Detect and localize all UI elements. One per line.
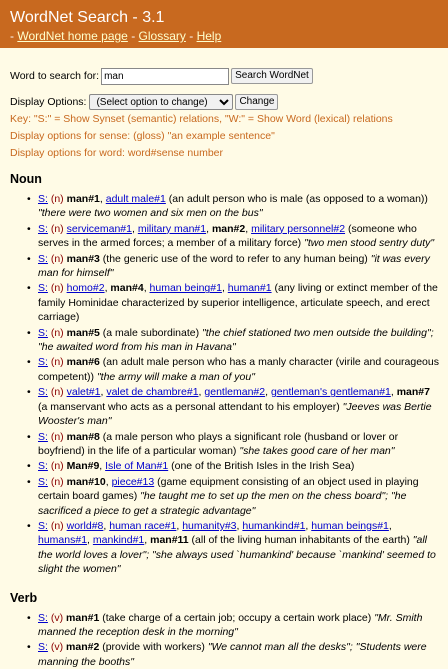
word-link[interactable]: human#1 [227,282,272,295]
list-item: • S: (v) man#1 (take charge of a certain job; occupy a certain work place) "Mr. Smith manned the reception desk in the morning" [38,611,448,640]
word-link[interactable]: piece#13 [111,475,155,488]
word-link[interactable]: military man#1 [137,222,207,235]
list-item: • S: (n) man#5 (a male subordinate) "the chief stationed two men outside the building"; "he awaited word from his man in Havana" [38,326,448,355]
list-item: • S: (n) man#3 (the generic use of the word to refer to any human being) "it was every man for himself" [38,252,448,281]
key-legend: Key: "S:" = Show Synset (semantic) relations, "W:" = Show Word (lexical) relations [10,113,393,125]
noun-sense-list [0,192,448,577]
synset-link[interactable]: S: [38,460,48,473]
header-links: - WordNet home page - Glossary - Help [10,29,222,43]
verb-heading: Verb [10,590,38,605]
word-link[interactable]: human race#1 [109,519,177,532]
list-item: • S: (n) valet#1, valet de chambre#1, gentleman#2, gentleman's gentleman#1, man#7 (a manservant who acts as a personal attendant to his employer) "Jeeves was Bertie Wooster's man" [38,385,448,428]
list-item: • S: (v) man#2 (provide with workers) "We cannot man all the desks"; "Students were manning the booths" [38,640,448,669]
word-link[interactable]: world#8 [66,519,104,532]
synset-link[interactable]: S: [38,641,48,654]
synset-link[interactable]: S: [38,475,48,488]
list-item: • S: (n) Man#9, Isle of Man#1 (one of the British Isles in the Irish Sea) [38,459,448,473]
help-link[interactable]: Help [196,29,222,43]
search-label: Word to search for: [10,70,100,82]
change-button[interactable]: Change [235,94,278,110]
synset-link[interactable]: S: [38,222,48,235]
synset-link[interactable]: S: [38,356,48,369]
synset-link[interactable]: S: [38,326,48,339]
display-options-label: Display Options: [10,96,87,108]
sense-display-options: Display options for sense: (gloss) "an example sentence" [10,130,275,142]
list-item: • S: (n) man#10, piece#13 (game equipment consisting of an object used in playing certain board games) "he taught me to set up the men on the chess board"; "he sacrificed a piece to get a strategic advantage" [38,475,448,518]
display-options [0,86,448,110]
search-wordnet-button[interactable]: Search WordNet [231,68,313,84]
word-link[interactable]: serviceman#1 [66,222,132,235]
word-link[interactable]: humans#1 [38,534,88,547]
search-input[interactable] [101,68,229,85]
synset-link[interactable]: S: [38,282,48,295]
synset-link[interactable]: S: [38,519,48,532]
word-link[interactable]: homo#2 [66,282,105,295]
word-link[interactable]: valet de chambre#1 [106,386,199,399]
word-link[interactable]: human being#1 [149,282,222,295]
word-link[interactable]: humankind#1 [242,519,306,532]
list-item: • S: (n) man#8 (a male person who plays a significant role (husband or lover or boyfriend) in the life of a particular woman) "she takes good care of her man" [38,430,448,459]
wordnet-home-link[interactable]: WordNet home page [17,29,128,43]
word-link[interactable]: Isle of Man#1 [105,460,169,473]
word-link[interactable]: valet#1 [66,386,101,399]
word-link[interactable]: humanity#3 [182,519,237,532]
word-link[interactable]: gentleman#2 [204,386,266,399]
word-link[interactable]: military personnel#2 [251,222,346,235]
synset-link[interactable]: S: [38,386,48,399]
verb-sense-list [0,611,448,669]
word-link[interactable]: gentleman's gentleman#1 [270,386,391,399]
word-link[interactable]: human beings#1 [311,519,389,532]
search-form [0,48,448,86]
word-link[interactable]: adult male#1 [105,193,166,205]
synset-link[interactable]: S: [38,611,48,624]
page-title: WordNet Search - 3.1 [10,9,165,26]
page-header [0,0,448,48]
list-item: • S: (n) serviceman#1, military man#1, man#2, military personnel#2 (someone who serves in the armed forces; a member of a military force) "two men stood sentry duty" [38,222,448,251]
word-link[interactable]: mankind#1 [92,534,145,547]
noun-heading: Noun [10,172,42,186]
display-options-select[interactable] [89,94,233,110]
word-display-options: Display options for word: word#sense number [10,147,224,159]
synset-link[interactable]: S: [38,193,48,205]
synset-link[interactable]: S: [38,252,48,265]
list-item: • S: (n) man#6 (an adult male person who has a manly character (virile and courageous competent)) "the army will make a man of you" [38,355,448,384]
glossary-link[interactable]: Glossary [138,29,186,43]
list-item: • S: (n) man#1, adult male#1 (an adult person who is male (as opposed to a woman)) "there were two women and six men on the bus" [38,192,448,221]
list-item: • S: (n) homo#2, man#4, human being#1, human#1 (any living or extinct member of the family Hominidae characterized by superior intelligence, articulate speech, and erect carriage) [38,281,448,324]
list-item: • S: (n) world#8, human race#1, humanity#3, humankind#1, human beings#1, humans#1, mankind#1, man#11 (all of the living human inhabitants of the earth) "all the world loves a lover"; "she always used `humankind' because `mankind' seemed to slight the women" [38,519,448,577]
synset-link[interactable]: S: [38,430,48,443]
